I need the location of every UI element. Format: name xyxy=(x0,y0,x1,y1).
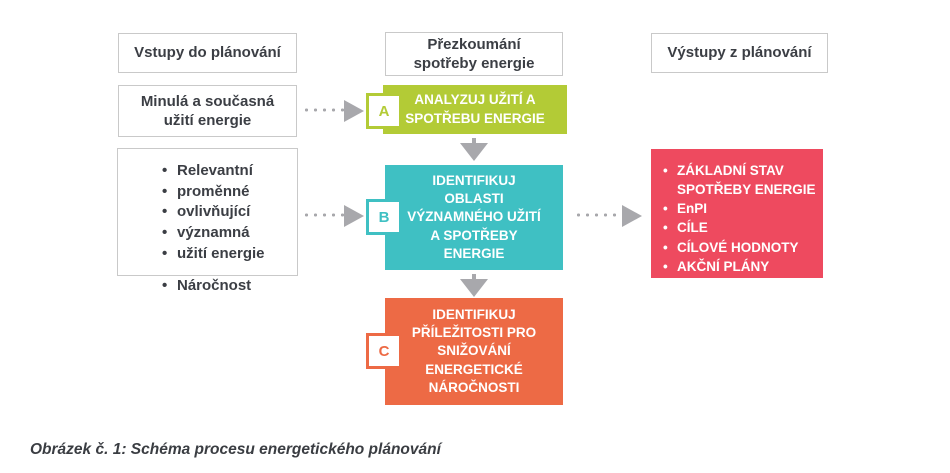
step-b-box xyxy=(385,165,563,270)
variables-list-group1 xyxy=(162,161,287,264)
list-item: • Náročnost xyxy=(162,276,287,297)
header-inputs xyxy=(118,33,297,73)
arrow-right-icon xyxy=(344,100,364,122)
step-b-badge xyxy=(366,199,402,235)
input-box-past-current-use xyxy=(118,85,297,137)
list-item: • AKČNÍ PLÁNY xyxy=(663,257,817,276)
dotted-line-b-to-outputs xyxy=(574,213,622,217)
list-item: • užití energie xyxy=(162,244,287,265)
list-item: • CÍLE xyxy=(663,218,817,237)
list-item: • Relevantní xyxy=(162,161,287,182)
step-a-badge xyxy=(366,93,402,129)
input-box1-label: Minulá a současná užití energie xyxy=(140,92,275,129)
dotted-line-input-to-a xyxy=(302,108,344,112)
dotted-line-input-to-b xyxy=(302,213,344,217)
list-item: • ovlivňující xyxy=(162,202,287,223)
header-review xyxy=(385,32,563,76)
header-outputs xyxy=(651,33,828,73)
step-b-label: IDENTIFIKUJ OBLASTI VÝZNAMNÉHO UŽITÍ A SPOTŘEBY ENERGIE xyxy=(407,172,541,261)
arrow-down-icon xyxy=(460,143,488,161)
header-inputs-label: Vstupy do plánování xyxy=(134,44,281,62)
list-item: • ZÁKLADNÍ STAV SPOTŘEBY ENERGIE xyxy=(663,161,817,199)
arrow-down-icon xyxy=(460,279,488,297)
arrow-right-icon xyxy=(622,205,642,227)
header-review-label: Přezkoumání spotřeby energie xyxy=(413,35,535,72)
list-item: • EnPI xyxy=(663,199,817,218)
outputs-box xyxy=(651,149,823,278)
figure-caption: Obrázek č. 1: Schéma procesu energetického plánování xyxy=(30,441,441,458)
step-a-letter: A xyxy=(378,102,390,120)
step-c-box xyxy=(385,298,563,405)
step-a-label: ANALYZUJ UŽITÍ A SPOTŘEBU ENERGIE xyxy=(405,92,545,126)
variables-list-group2 xyxy=(162,276,287,297)
step-a-box xyxy=(383,85,567,134)
list-item: • významná xyxy=(162,223,287,244)
outputs-list xyxy=(663,161,817,276)
step-c-label: IDENTIFIKUJ PŘÍLEŽITOSTI PRO SNIŽOVÁNÍ ENERGETICKÉ NÁROČNOSTI xyxy=(411,306,537,395)
step-c-badge xyxy=(366,333,402,369)
arrow-right-icon xyxy=(344,205,364,227)
step-c-letter: C xyxy=(378,342,390,360)
input-box-variables xyxy=(117,148,298,295)
list-item: • CÍLOVÉ HODNOTY xyxy=(663,238,817,257)
step-b-letter: B xyxy=(378,208,390,226)
header-outputs-label: Výstupy z plánování xyxy=(667,44,812,62)
list-item: • proměnné xyxy=(162,182,287,203)
list-group-gap xyxy=(162,264,287,276)
